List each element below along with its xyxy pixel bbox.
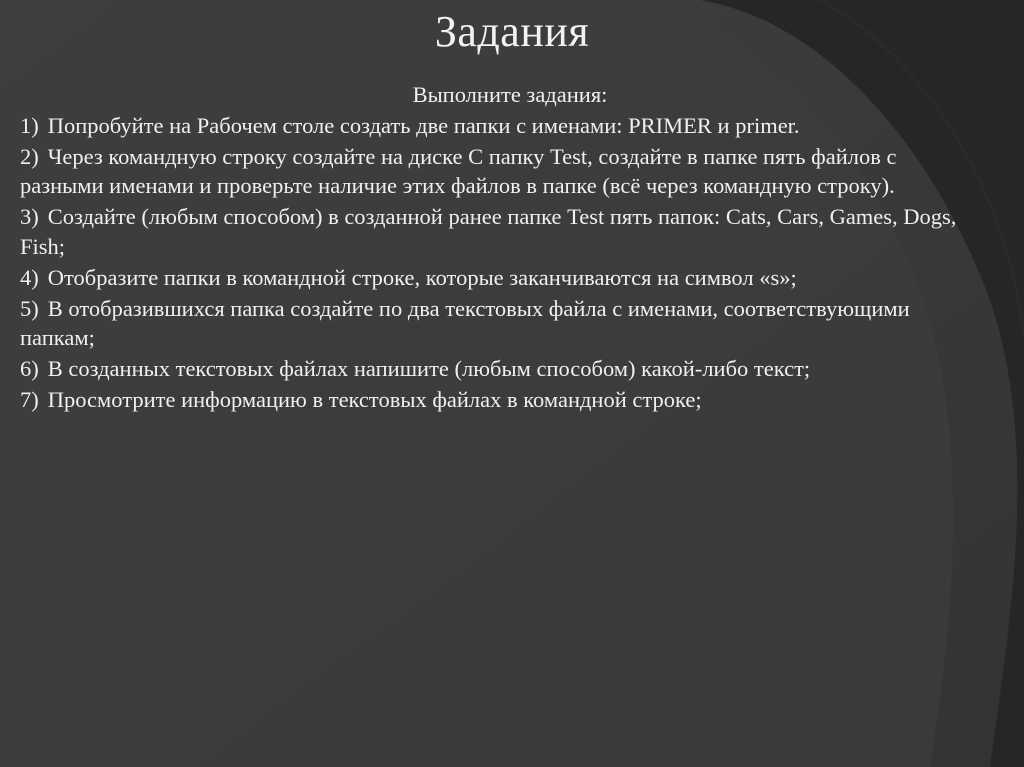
- task-number: 1): [20, 112, 39, 138]
- task-item-1: [20, 111, 980, 141]
- task-number: 6): [20, 356, 39, 381]
- task-item-7: [20, 385, 980, 415]
- task-number: 7): [20, 387, 39, 412]
- slide-title: Задания: [434, 7, 590, 56]
- task-item-2: [20, 142, 980, 201]
- task-number: 4): [20, 264, 39, 290]
- task-number: 2): [20, 143, 39, 169]
- task-list: [20, 111, 980, 415]
- task-item-4: [20, 263, 980, 293]
- task-number: 3): [20, 204, 39, 229]
- slide-content: [20, 80, 980, 416]
- task-text: В созданных текстовых файлах напишите (любым способом) какой-либо текст;: [47, 356, 811, 381]
- task-text: Через командную строку создайте на диске С папку Test, создайте в папке пять файлов с разными именами и проверьте наличие этих файлов в папке (всё через командную строку).: [20, 143, 897, 198]
- task-text: Попробуйте на Рабочем столе создать две папки с именами: PRIMER и primer.: [47, 112, 800, 138]
- task-text: Создайте (любым способом) в созданной ранее папке Test пять папок: Cats, Cars, Games, Dogs, Fish;: [20, 204, 957, 259]
- task-item-6: [20, 354, 980, 384]
- task-text: Просмотрите информацию в текстовых файлах в командной строке;: [47, 387, 702, 412]
- task-number: 5): [20, 295, 39, 321]
- task-text: В отобразившихся папка создайте по два текстовых файла с именами, соответствующими папкам;: [20, 295, 910, 350]
- slide-subtitle: Выполните задания:: [412, 82, 608, 107]
- task-item-5: [20, 294, 980, 353]
- task-item-3: [20, 202, 980, 261]
- task-text: Отобразите папки в командной строке, которые заканчиваются на символ «s»;: [47, 264, 797, 290]
